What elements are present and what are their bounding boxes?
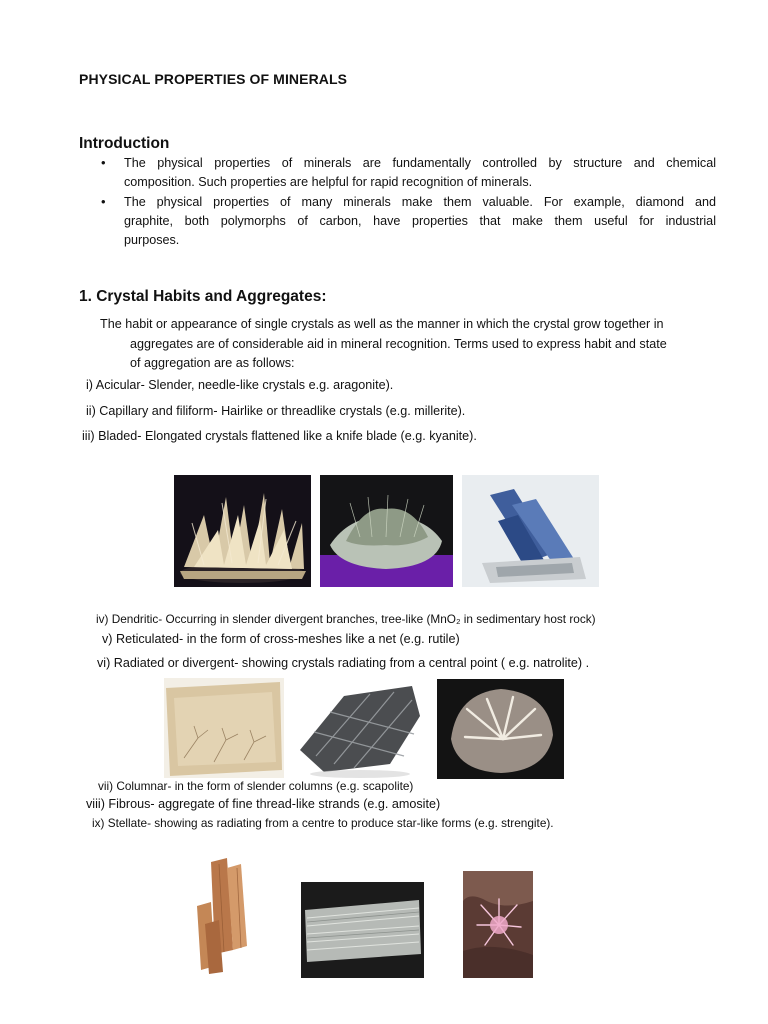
aragonite-acicular-photo <box>174 475 311 587</box>
strengite-stellate-photo <box>463 871 533 978</box>
amosite-fibrous-photo <box>301 882 424 978</box>
bullet-line: purposes. <box>124 233 180 248</box>
bullet-line: The physical properties of minerals are fundamentally controlled by structure and chemical <box>124 156 716 170</box>
kyanite-bladed-photo <box>462 475 599 587</box>
bullet-line: The physical properties of many minerals make them valuable. For example, diamond and <box>124 195 716 209</box>
bullet-line: composition. Such properties are helpful for rapid recognition of minerals. <box>124 175 533 190</box>
habit-item-stellate: ix) Stellate- showing as radiating from a centre to produce star-like forms (e.g. strengite). <box>92 816 554 830</box>
paragraph-line: of aggregation are as follows: <box>130 356 295 370</box>
paragraph-line: The habit or appearance of single crystals as well as the manner in which the crystal grow together in <box>100 317 664 331</box>
paragraph-line: aggregates are of considerable aid in mineral recognition. Terms used to express habit and state <box>130 336 667 351</box>
habit-item-capillary: ii) Capillary and filiform- Hairlike or threadlike crystals (e.g. millerite). <box>86 404 466 418</box>
section-heading: 1. Crystal Habits and Aggregates: <box>79 288 327 305</box>
bullet-line: graphite, both polymorphs of carbon, have properties that make them useful for industrial <box>124 214 716 229</box>
rutile-reticulated-photo <box>294 676 428 780</box>
document-title: PHYSICAL PROPERTIES OF MINERALS <box>79 71 348 87</box>
millerite-capillary-photo <box>320 475 453 587</box>
habit-item-bladed: iii) Bladed- Elongated crystals flattened like a knife blade (e.g. kyanite). <box>82 429 477 443</box>
habit-item-reticulated: v) Reticulated- in the form of cross-meshes like a net (e.g. rutile) <box>102 632 460 646</box>
dendritic-mno2-photo <box>164 678 284 778</box>
habit-item-fibrous: viii) Fibrous- aggregate of fine thread-like strands (e.g. amosite) <box>86 797 441 811</box>
habit-item-columnar: vii) Columnar- in the form of slender columns (e.g. scapolite) <box>98 779 414 793</box>
scapolite-columnar-photo <box>181 854 264 976</box>
introduction-heading: Introduction <box>79 135 170 152</box>
intro-bullet-1 <box>124 154 716 192</box>
section-paragraph <box>100 315 716 374</box>
natrolite-radiated-photo <box>437 679 564 779</box>
bullet-symbol: • <box>101 194 106 209</box>
intro-bullet-2 <box>124 193 716 251</box>
habit-item-dendritic: iv) Dendritic- Occurring in slender divergent branches, tree-like (MnO₂ in sedimentary host rock) <box>96 612 596 626</box>
bullet-symbol: • <box>101 155 106 170</box>
habit-item-acicular: i) Acicular- Slender, needle-like crystals e.g. aragonite). <box>86 378 394 392</box>
habit-item-radiated: vi) Radiated or divergent- showing crystals radiating from a central point ( e.g. natrolite) . <box>97 656 590 670</box>
